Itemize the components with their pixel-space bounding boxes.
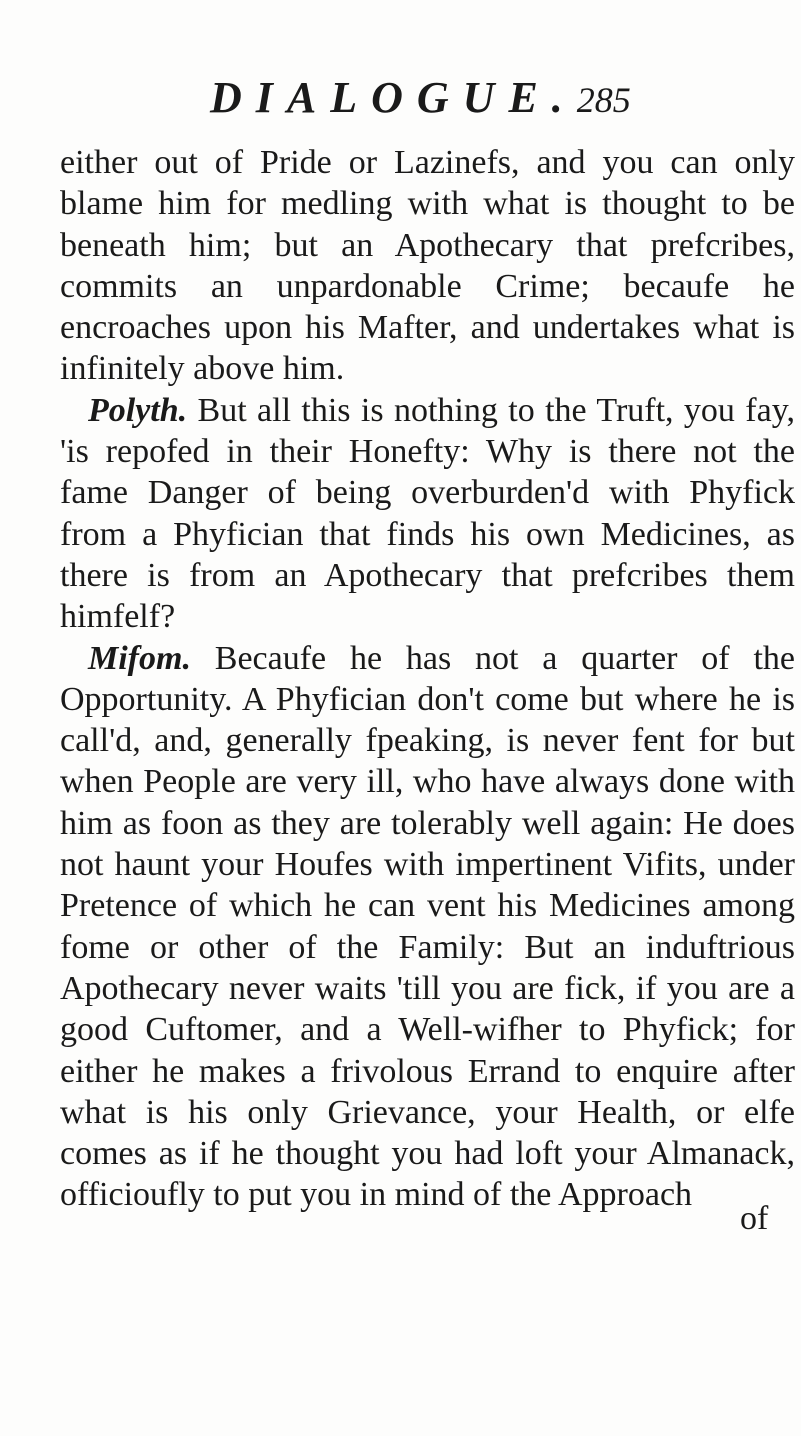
- paragraph-text: either out of Pride or Lazinefs, and you can only blame him for medling with what is thought to be beneath him; but an Apothecary that prefcribes, commits an unpardonable Crime; becaufe he encroaches upon his Mafter, and undertakes what is infinitely above him.: [60, 144, 795, 388]
- speaker-name: Mifom.: [88, 639, 191, 677]
- body-text: [60, 142, 795, 1216]
- catchword: of: [740, 1200, 769, 1237]
- paragraph-text: But all this is nothing to the Truft, you fay, 'is repofed in their Honefty: Why is there not the fame Danger of being overburden'd with Phyfick from a Phyfician that finds his own Medicines, as there is from an Apothecary that prefcribes them himfelf?: [60, 391, 795, 636]
- page-header: [210, 72, 631, 132]
- paragraph: [60, 390, 795, 638]
- paragraph: [60, 142, 795, 390]
- page-number: 285: [576, 80, 631, 120]
- paragraph-text: Becaufe he has not a quarter of the Opportunity. A Phyfician don't come but where he is call'd, and, generally fpeaking, is never fent for but when People are very ill, who have always done with him as foon as they are tolerably well again: He does not haunt your Houfes with impertinent Vifits, under Pretence of which he can vent his Medicines among fome or other of the Family: But an induftrious Apothecary never waits 'till you are fick, if you are a good Cuftomer, and a Well-wifher to Phyfick; for either he makes a frivolous Errand to enquire after what is his only Grievance, your Health, or elfe comes as if he thought you had loft your Almanack, officioufly to put you in mind of the Approach: [60, 639, 795, 1214]
- speaker-name: Polyth.: [88, 391, 188, 429]
- running-title: DIALOGUE.: [210, 73, 577, 122]
- paragraph: [60, 638, 795, 1216]
